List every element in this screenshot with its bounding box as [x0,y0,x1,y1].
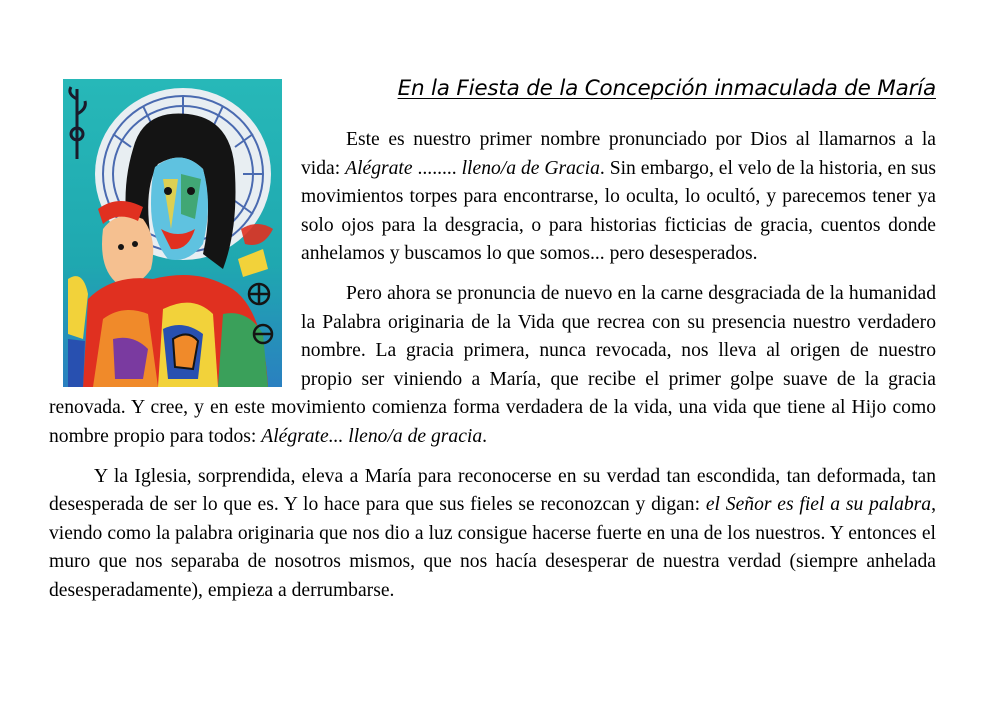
paragraph-3 [49,463,936,606]
paragraph-1-italic-b: lleno/a de Gracia [461,157,600,179]
document-body [49,126,936,617]
paragraph-3-italic-a: el Señor es fiel a su palabra [705,494,932,516]
paragraph-1-text-a: Este es nuestro primer nombre pronunciado por Dios al llamarnos a la vida: [301,129,936,179]
madonna-painting-image [63,79,282,387]
paragraph-3-text-b: , viendo como la palabra originaria que nos dio a luz consigue hacerse fuerte en una de los nuestros. Y entonces el muro que nos separaba de nosotros mismos, que nos hacía desesperar de nuestra verdad (siempre anhelada desesperadamente), empieza a derrumbarse. [49,494,936,601]
paragraph-2-text-a: Pero ahora se pronuncia de nuevo en la carne desgraciada de la humanidad la Palabra originaria de la Vida que recrea con su presencia nuestro verdadero nombre. La gracia primera, nunca revocada, nos lleva al origen de nuestro propio ser viniendo a María, que recibe el primer golpe suave de la gracia renovada. Y cree, y en este movimiento comienza forma verdadera de la vida, una vida que tiene al Hijo como nombre propio para todos: [49,282,936,447]
document-title: En la Fiesta de la Concepción inmaculada de María [397,76,936,101]
paragraph-2-text-b: . [482,425,488,447]
paragraph-1-italic-a: Alégrate [345,157,413,179]
paragraph-1-text-b: ........ [412,157,462,179]
paragraph-2-italic-a: Alégrate... lleno/a de gracia [261,425,483,447]
paragraph-1-text-c: . Sin embargo, el velo de la historia, en sus movimientos torpes para encontrarse, lo oculta, lo ocultó, y parecemos tener ya solo ojos para la desgracia, o para historias ficticias de gracia, cuentos donde anhelamos y buscamos lo que somos... pero desesperados. [301,157,937,265]
paragraph-3-text-a: Y la Iglesia, sorprendida, eleva a María para reconocerse en su verdad tan escondida, tan deformada, tan desesperada de ser lo que es. Y lo hace para que sus fieles se reconozcan y digan: [49,465,936,516]
madonna-painting-icon [63,79,282,387]
